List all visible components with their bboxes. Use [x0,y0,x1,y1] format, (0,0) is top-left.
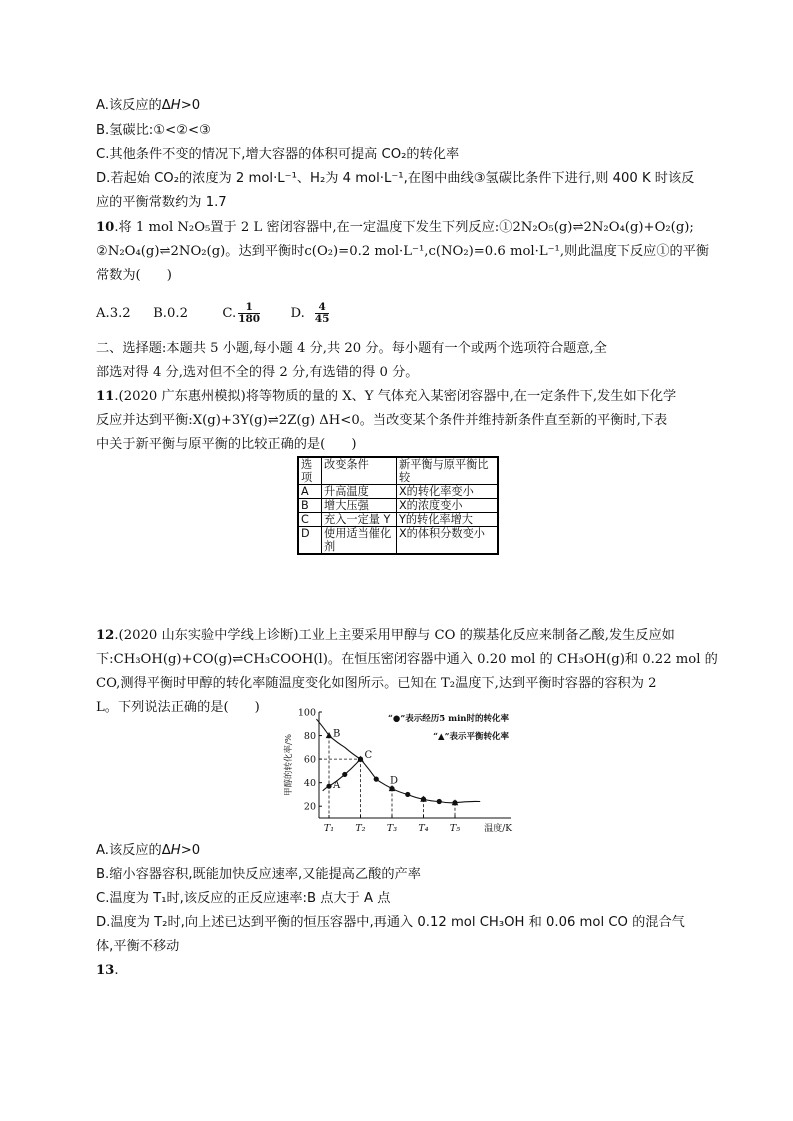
x-tick-label: T₄ [418,823,429,834]
five-min-point [405,792,410,797]
point-label-a: A [333,780,341,792]
y-axis-label: 甲醇的转化率/% [284,734,294,796]
table-row [298,513,498,527]
curve-tail [455,801,480,802]
q10-option-b: B.0.2 [153,306,188,321]
five-min-point [342,772,347,777]
q12-option-c: C.温度为 T₁时,该反应的正反应速率:B 点大于 A 点 [96,891,391,906]
table-cell: C [298,513,322,527]
table-cell: Y的转化率增大 [397,513,499,527]
table-header-row [298,457,498,485]
x-tick-label: T₅ [449,823,461,834]
y-tick-label: 40 [303,778,316,790]
table-cell: A [298,485,322,499]
q11-stem-line1: 11.(2020 广东惠州模拟)将等物质的量的 X、Y 气体充入某密闭容器中,在一定条件下,发生如下化学 [96,389,677,404]
five-min-point [437,799,442,804]
table-header-cell: 选项 [298,457,322,485]
x-tick-label: T₁ [323,823,335,834]
y-tick-label: 60 [303,754,316,766]
y-tick-label: 20 [303,801,316,813]
section2-line2: 部选对得 4 分,选对但不全的得 2 分,有选错的得 0 分。 [96,365,419,380]
legend-entry-5min: “●”表示经历5 min时的转化率 [388,714,509,724]
table-cell: 充入一定量 Y [322,513,397,527]
point-label-b: B [333,728,341,740]
table-cell: X的浓度变小 [397,499,499,513]
five-min-point [374,777,379,782]
q10-option-c: C. $\frac{1}{180}$ [222,301,261,325]
q12-stem-line3: CO,测得平衡时甲醇的转化率随温度变化如图所示。已知在 T₂温度下,达到平衡时容器的容积为 2 [96,676,657,691]
x-tick-label: T₂ [355,823,366,834]
y-tick-label: 100 [297,707,316,719]
table-cell: D [298,527,322,555]
q10-option-d: D. $\frac{4}{45}$ [290,301,330,325]
x-axis-label: 温度/K [484,824,512,834]
q11-table [297,456,499,555]
q10-options [96,302,331,325]
q10-option-a: A.3.2 [96,306,131,321]
section2-line1: 二、选择题:本题共 5 小题,每小题 4 分,共 20 分。每小题有一个或两个选项符合题意,全 [96,341,607,356]
table-cell: 增大压强 [322,499,397,513]
table-cell: X的体积分数变小 [397,527,499,555]
table-cell: 升高温度 [322,485,397,499]
table-cell: 使用适当催化剂 [322,527,397,555]
q12-option-d-line1: D.温度为 T₂时,向上述已达到平衡的恒压容器中,再通入 0.12 mol CH₃OH 和 0.06 mol CO 的混合气 [96,915,685,930]
legend-entry-equilibrium: “▲”表示平衡转化率 [433,732,509,742]
q9-option-d-line2: 应的平衡常数约为 1.7 [96,195,227,210]
q12-option-d-line2: 体,平衡不移动 [96,939,180,954]
table-header-cell: 新平衡与原平衡比较 [397,457,499,485]
table-row [298,499,498,513]
q10-stem-line1: 10.将 1 mol N₂O₅置于 2 L 密闭容器中,在一定温度下发生下列反应:①2N₂O₅(g)⇌2N₂O₄(g)+O₂(g); [96,220,694,235]
point-label-d: D [390,775,399,787]
table-header-cell: 改变条件 [322,457,397,485]
table-row [298,485,498,499]
q11-stem-line2: 反应并达到平衡:X(g)+3Y(g)⇌2Z(g) ΔH<0。当改变某个条件并维持新条件直至新的平衡时,下表 [96,413,668,428]
y-tick-label: 80 [303,731,316,743]
q9-option-a: A.该反应的ΔH>0 [96,98,201,113]
q9-option-d-line1: D.若起始 CO₂的浓度为 2 mol·L⁻¹、H₂为 4 mol·L⁻¹,在图中曲线③氢碳比条件下进行,则 400 K 时该反 [96,171,695,186]
q13-number: 13. [96,963,119,978]
q9-option-c: C.其他条件不变的情况下,增大容器的体积可提高 CO₂的转化率 [96,147,460,162]
q12-stem-line1: 12.(2020 山东实验中学线上诊断)工业上主要采用甲醇与 CO 的羰基化反应来制备乙酸,发生反应如 [96,628,675,643]
table-cell: B [298,499,322,513]
q9-option-b: B.氢碳比:①<②<③ [96,123,211,138]
point-label-c: C [364,750,373,762]
q12-option-a: A.该反应的ΔH>0 [96,843,201,858]
q11-stem-line3: 中关于新平衡与原平衡的比较正确的是( ) [96,437,357,452]
conversion-chart [283,704,523,836]
table-cell: X的转化率变小 [397,485,499,499]
table-row [298,527,498,555]
five-min-point [326,784,331,789]
q10-stem-line3: 常数为( ) [96,268,172,283]
q12-option-b: B.缩小容器容积,既能加快反应速率,又能提高乙酸的产率 [96,867,421,882]
q12-stem-line4: L。下列说法正确的是( ) [96,700,260,715]
q12-stem-line2: 下:CH₃OH(g)+CO(g)⇌CH₃COOH(l)。在恒压密闭容器中通入 0.20 mol 的 CH₃OH(g)和 0.22 mol 的 [96,652,718,667]
x-tick-label: T₃ [386,823,398,834]
q10-stem-line2: ②N₂O₄(g)⇌2NO₂(g)。达到平衡时c(O₂)=0.2 mol·L⁻¹,c(NO₂)=0.6 mol·L⁻¹,则此温度下反应①的平衡 [96,244,710,259]
